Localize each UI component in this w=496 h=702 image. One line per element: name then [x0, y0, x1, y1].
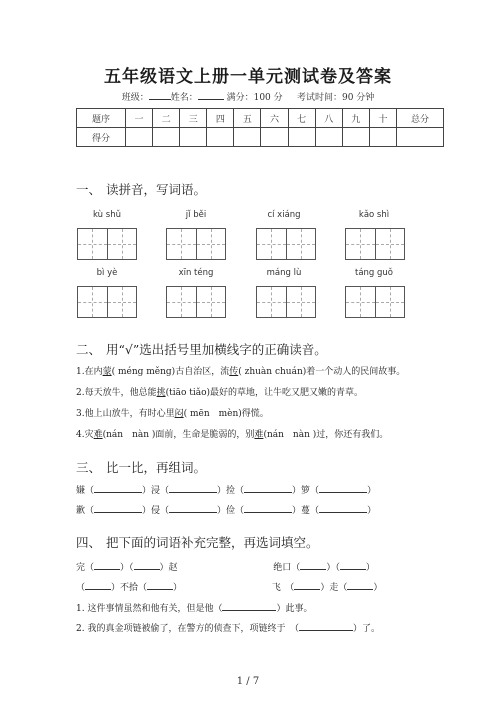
score-cell[interactable] — [153, 128, 180, 147]
section2-title: 用“√”选出括号里加横线字的正确读音。 — [106, 342, 327, 357]
score-col-10: 十 — [369, 109, 396, 128]
idiom-4-end: ） — [373, 583, 383, 593]
sentence-2-text: 2. 我的真金项链被偷了，在警方的侦查下，项链终于 （ — [76, 624, 299, 634]
answer-blank[interactable] — [319, 504, 367, 513]
section2-heading — [76, 340, 327, 358]
idiom-4-mid: ）走（ — [320, 583, 348, 593]
section4-sentence-2 — [76, 621, 380, 634]
idiom-3-text: （ — [76, 583, 86, 593]
score-table-score-row — [77, 128, 444, 147]
char-1: 嫌（ — [76, 486, 95, 496]
q4-text-end: (nán nàn )过，你还有我们。 — [263, 430, 389, 440]
section4-title: 把下面的词语补充完整，再选词填空。 — [106, 535, 319, 550]
close-paren: ） — [367, 506, 377, 516]
char-4: ）箩（ — [292, 486, 320, 496]
writing-grid-3[interactable] — [256, 228, 316, 260]
name-label: 姓名： — [170, 93, 198, 103]
writing-grid-4[interactable] — [345, 228, 405, 260]
writing-grid-5[interactable] — [77, 286, 137, 318]
answer-blank[interactable] — [94, 504, 142, 513]
section1-title: 读拼音，写词语。 — [106, 182, 207, 197]
answer-blank[interactable] — [94, 561, 120, 570]
answer-blank[interactable] — [147, 581, 173, 590]
score-col-total: 总分 — [397, 109, 444, 128]
q2-text-end: (tiāo tiǎo)最好的草地，让牛吃又肥又嫩的青草。 — [165, 388, 364, 398]
exam-info-line — [0, 90, 496, 103]
answer-blank[interactable] — [300, 561, 326, 570]
writing-grid-1[interactable] — [77, 228, 137, 260]
close-paren: ） — [367, 486, 377, 496]
char-8: ）蔓（ — [292, 506, 320, 516]
q1-underlined: 蒙 — [102, 367, 112, 377]
page-title: 五年级语文上册一单元测试卷及答案 — [104, 67, 392, 87]
answer-blank[interactable] — [169, 484, 217, 493]
pinyin-7: máng lù — [266, 268, 302, 278]
idiom-1-mid: ）（ — [120, 563, 134, 573]
idiom-3-mid: ）不拾（ — [111, 583, 148, 593]
q2-text: 2.每天放牛，他总能 — [76, 388, 157, 398]
section3-number: 三、 — [76, 460, 102, 475]
answer-blank[interactable] — [85, 581, 111, 590]
idiom-2-text: 绝口（ — [273, 563, 301, 573]
section4-number: 四、 — [76, 535, 102, 550]
score-col-5: 五 — [234, 109, 261, 128]
q3-text: 3.他上山放牛，有时心里 — [76, 409, 175, 419]
q3-text-end: ( mēn mèn)得慌。 — [183, 409, 269, 419]
score-col-2: 二 — [153, 109, 180, 128]
score-col-4: 四 — [207, 109, 234, 128]
idiom-1-text: 完（ — [76, 563, 95, 573]
pinyin-6: xīn téng — [178, 268, 214, 278]
class-blank — [149, 91, 171, 100]
score-col-9: 九 — [342, 109, 369, 128]
section4-row-2 — [76, 580, 382, 593]
score-row-label: 得分 — [77, 128, 126, 147]
section2-question-2 — [76, 385, 363, 398]
score-col-8: 八 — [315, 109, 342, 128]
q4-text: 4.灾 — [76, 430, 94, 440]
char-6: ）侵（ — [142, 506, 170, 516]
score-cell[interactable] — [207, 128, 234, 147]
section3-title: 比一比，再组词。 — [106, 460, 207, 475]
name-blank — [198, 91, 224, 100]
q2-underlined: 挑 — [156, 388, 166, 398]
score-cell[interactable] — [369, 128, 396, 147]
score-col-7: 七 — [288, 109, 315, 128]
answer-blank[interactable] — [294, 581, 320, 590]
idiom-4-text: 飞 （ — [271, 583, 295, 593]
sentence-1-end: ）此事。 — [276, 604, 313, 614]
answer-blank[interactable] — [347, 581, 373, 590]
writing-grid-2[interactable] — [166, 228, 226, 260]
q1-text-end: ( zhuàn chuán)着一个动人的民间故事。 — [238, 367, 406, 377]
score-col-label: 题序 — [77, 109, 126, 128]
answer-blank[interactable] — [319, 484, 367, 493]
idiom-2-mid: ）（ — [326, 563, 340, 573]
page-number: 1 / 7 — [236, 676, 260, 687]
answer-blank[interactable] — [244, 504, 292, 513]
sentence-2-end: ）了。 — [352, 624, 380, 634]
q1-underlined-2: 传 — [229, 367, 239, 377]
score-cell[interactable] — [315, 128, 342, 147]
writing-grid-6[interactable] — [166, 286, 226, 318]
q4-underlined: 难 — [93, 430, 103, 440]
char-3: ）捡（ — [217, 486, 245, 496]
pinyin-1: kù shǔ — [93, 210, 121, 220]
section4-heading — [76, 533, 319, 551]
section2-question-4 — [76, 427, 388, 440]
score-col-6: 六 — [261, 109, 288, 128]
score-col-1: 一 — [126, 109, 153, 128]
class-label: 班级： — [121, 93, 149, 103]
score-table-header-row — [77, 109, 444, 128]
section2-question-1 — [76, 364, 405, 377]
char-5: 歉（ — [76, 506, 95, 516]
section3-row-2 — [76, 503, 376, 516]
score-cell[interactable] — [180, 128, 207, 147]
answer-blank[interactable] — [299, 622, 353, 631]
pinyin-4: kǎo shì — [358, 210, 390, 220]
score-cell[interactable] — [126, 128, 153, 147]
sentence-1-text: 1. 这件事情虽然和他有关，但是他（ — [76, 604, 223, 614]
q1-text-mid: ( méng měng)古自治区，流 — [111, 367, 230, 377]
char-7: ）俭（ — [217, 506, 245, 516]
idiom-3-end: ） — [173, 583, 183, 593]
score-cell[interactable] — [342, 128, 369, 147]
score-col-3: 三 — [180, 109, 207, 128]
answer-blank[interactable] — [169, 504, 217, 513]
answer-blank[interactable] — [340, 561, 366, 570]
answer-blank[interactable] — [222, 602, 276, 611]
pinyin-8: táng guǒ — [354, 268, 393, 278]
score-cell[interactable] — [288, 128, 315, 147]
pinyin-2: jǐ běi — [185, 210, 207, 220]
section3-heading — [76, 458, 206, 476]
answer-blank[interactable] — [244, 484, 292, 493]
idiom-1-end: ）赵 — [159, 563, 178, 573]
score-cell[interactable] — [234, 128, 261, 147]
section4-row-1 — [76, 560, 375, 573]
section2-question-3 — [76, 406, 269, 419]
section1-number: 一、 — [76, 182, 102, 197]
char-2: ）浸（ — [142, 486, 170, 496]
answer-blank[interactable] — [134, 561, 160, 570]
pinyin-5: bì yè — [96, 268, 118, 278]
score-table — [76, 108, 444, 147]
q3-underlined: 闷 — [174, 409, 184, 419]
idiom-2-end: ） — [365, 563, 375, 573]
q4-text-mid: (nán nàn )面前，生命是脆弱的，别 — [102, 430, 255, 440]
pinyin-3: cí xiáng — [267, 210, 301, 220]
answer-blank[interactable] — [94, 484, 142, 493]
q4-underlined-2: 难 — [254, 430, 264, 440]
exam-time: 考试时间：90 分钟 — [296, 93, 375, 103]
section1-heading — [76, 180, 206, 198]
q1-text: 1.在内 — [76, 367, 103, 377]
section2-number: 二、 — [76, 342, 102, 357]
section4-sentence-1 — [76, 601, 312, 614]
full-score: 满分：100 分 — [226, 93, 283, 103]
score-cell[interactable] — [397, 128, 444, 147]
writing-grid-8[interactable] — [345, 286, 405, 318]
score-cell[interactable] — [261, 128, 288, 147]
writing-grid-7[interactable] — [256, 286, 316, 318]
section3-row-1 — [76, 483, 376, 496]
